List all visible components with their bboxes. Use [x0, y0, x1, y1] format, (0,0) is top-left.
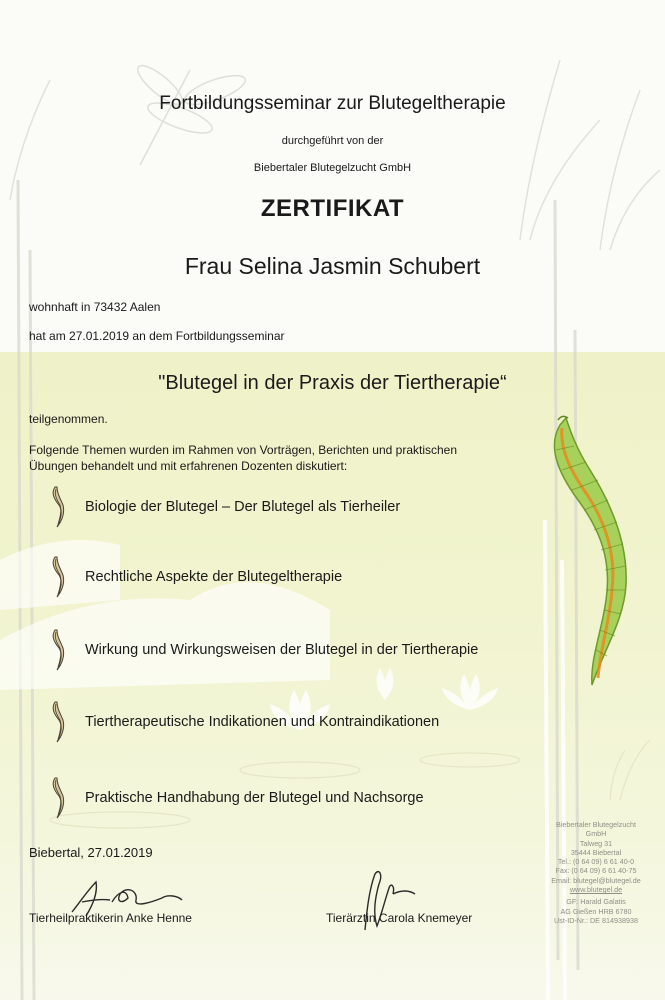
company-name: Biebertaler Blutegelzucht GmbH: [253, 162, 412, 174]
topic-label: Praktische Handhabung der Blutegel und Nachsorge: [85, 790, 424, 806]
company-stamp: [530, 820, 662, 925]
topic-label: Wirkung und Wirkungsweisen der Blutegel in der Tiertherapie: [85, 642, 479, 658]
stamp-line: GmbH: [585, 829, 607, 839]
stamp-line: Ust-ID-Nr.: DE 814938938: [554, 915, 638, 925]
leech-icon: [48, 555, 66, 599]
stamp-line: Fax: (0 64 09) 6 61 40-75: [555, 866, 637, 876]
leech-icon: [48, 628, 66, 672]
stamp-line: Biebertaler Blutegelzucht: [556, 820, 636, 829]
place-date: Biebertal, 27.01.2019: [29, 845, 153, 860]
stamp-line: Email: blutegel@blutegel.de: [551, 875, 641, 885]
stamp-line: AG Gießen HRB 6780: [560, 906, 632, 916]
topic-item: [48, 628, 568, 672]
topics-intro: Folgende Themen wurden im Rahmen von Vorträgen, Berichten und praktischen Übungen behandelt und mit erfahrenen Dozenten diskutiert:: [29, 443, 458, 473]
recipient-name: Frau Selina Jasmin Schubert: [184, 253, 481, 279]
course-title: "Blutegel in der Praxis der Tiertherapie“: [158, 372, 507, 394]
stamp-line: GF: Harald Galatis: [566, 897, 626, 907]
topic-item: [48, 485, 568, 529]
certificate-title: ZERTIFIKAT: [260, 195, 405, 222]
topic-item: [48, 776, 568, 820]
topic-item: [48, 555, 568, 599]
topic-label: Rechtliche Aspekte der Blutegeltherapie: [85, 569, 343, 585]
leech-icon: [48, 700, 66, 744]
seminar-title: Fortbildungsseminar zur Blutegeltherapie: [159, 93, 506, 114]
conducted-by-label: durchgeführt von der: [281, 135, 384, 147]
signatory-right: Tierärztin Carola Knemeyer: [326, 911, 473, 925]
leech-icon: [48, 776, 66, 820]
signature-right: [345, 860, 425, 940]
stamp-line: www.blutegel.de: [569, 885, 623, 895]
topic-label: Biologie der Blutegel – Der Blutegel als Tierheiler: [85, 499, 401, 515]
stamp-line: 35444 Biebertal: [570, 847, 622, 857]
stamp-line: Talweg 31: [579, 838, 613, 848]
topic-item: [48, 700, 568, 744]
participated-line: teilgenommen.: [29, 412, 108, 426]
stamp-line: Tel.: (0 64 09) 6 61 40-0: [557, 857, 635, 867]
leech-icon: [48, 485, 66, 529]
signatory-left: Tierheilpraktikerin Anke Henne: [29, 911, 192, 925]
topic-label: Tiertherapeutische Indikationen und Kontraindikationen: [85, 714, 440, 730]
attendance-line: hat am 27.01.2019 an dem Fortbildungsseminar: [29, 329, 285, 343]
residence-line: wohnhaft in 73432 Aalen: [29, 300, 161, 314]
